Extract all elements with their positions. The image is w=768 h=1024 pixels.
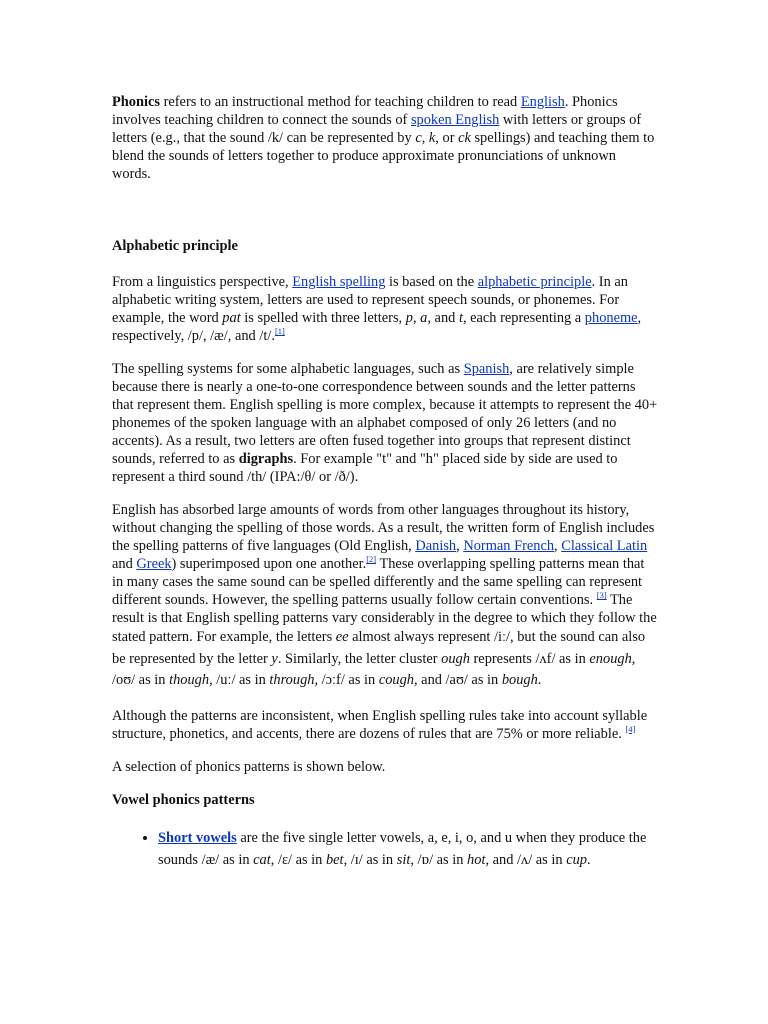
link-classical-latin[interactable]: Classical Latin [561,538,648,554]
link-english[interactable]: English [520,94,565,110]
link-alphabetic-principle[interactable]: alphabetic principle [477,274,592,290]
reference-3[interactable]: [3] [596,590,607,601]
paragraph-alphabetic-4: Although the patterns are inconsistent, when English spelling rules take into account syllable structure, phonetics, and accents, there are dozens of rules that are 75% or more reliable. [4] [112,707,648,742]
paragraph-alphabetic-2: The spelling systems for some alphabetic languages, such as Spanish, are relatively simple because there is nearly a one-to-one correspondence between sounds and the letter patterns that represent them. English spelling is more complex, because it attempts to represent the 40+ phonemes of the spoken language with an alphabet composed of only 26 letters (and no accents). As a result, two letters are often fused together into groups that represent distinct sounds, referred to as digraphs. For example "t" and "h" placed side by side are used to represent a third sound /th/ (IPA:/θ/ or /ð/). [112,361,658,485]
link-english-spelling[interactable]: English spelling [292,274,386,290]
intro-paragraph: Phonics refers to an instructional method for teaching children to read English. Phonics involves teaching children to connect the sounds of spoken English with letters or groups of letters (e.g., that the sound /k/ can be represented by c, k, or ck spellings) and teaching them to blend the sounds of letters together to produce approximate pronunciations of unknown words. [112,94,655,182]
paragraph-selection: A selection of phonics patterns is shown below. [112,758,386,775]
link-spoken-english[interactable]: spoken English [410,112,500,128]
bold-term: Phonics [112,94,160,110]
link-phoneme[interactable]: phoneme [584,310,638,326]
paragraph-alphabetic-3: English has absorbed large amounts of words from other languages throughout its history, without changing the spelling of those words. As a result, the written form of English includes the spelling patterns of five languages (Old English, Danish, Norman French, Classical Latin and Greek) superimposed upon one another.[2] These overlapping spelling patterns mean that in many cases the same sound can be spelled differently and the same spelling can represent different sounds. However, the spelling patterns usually follow certain conventions. [3] The result is that English spelling patterns vary considerably in the degree to which they follow the stated pattern. For example, the letters ee almost always represent /iː/, but the sound can also be represented by the letter y. Similarly, the letter cluster ough represents /ʌf/ as in enough, /oʊ/ as in though, /uː/ as in through, /ɔːf/ as in cough, and /aʊ/ as in bough. [112,502,657,688]
link-norman-french[interactable]: Norman French [463,538,555,554]
link-short-vowels[interactable]: Short vowels [158,829,237,846]
reference-4[interactable]: [4] [625,723,636,734]
heading-alphabetic-principle: Alphabetic principle [112,238,238,254]
reference-1[interactable]: [1] [274,326,285,337]
heading-vowel-phonics-patterns: Vowel phonics patterns [112,791,255,808]
link-spanish[interactable]: Spanish [463,361,510,377]
link-greek[interactable]: Greek [136,556,172,572]
list-item: • Short vowels are the five single letter vowels, a, e, i, o, and u when they produce the sounds /æ/ as in cat, /ɛ/ as in bet, /ɪ/ as in sit, /ɒ/ as in hot, and /ʌ/ as in cup. [158,827,658,872]
vowel-patterns-list [112,827,658,872]
link-danish[interactable]: Danish [415,538,457,554]
reference-2[interactable]: [2] [366,554,377,565]
bold-term: digraphs [238,451,294,467]
paragraph-alphabetic-1: From a linguistics perspective, English spelling is based on the alphabetic principle. In an alphabetic writing system, letters are used to represent speech sounds, or phonemes. For example, the word pat is spelled with three letters, p, a, and t, each representing a phoneme, respectively, /p/, /æ/, and /t/.[1] [112,274,642,344]
document-body [112,93,658,872]
